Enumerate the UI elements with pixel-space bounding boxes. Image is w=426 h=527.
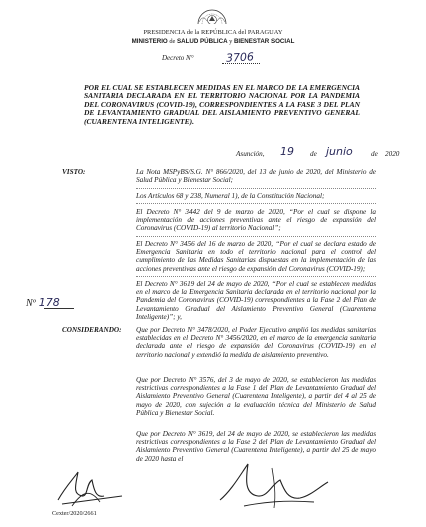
decreto-label: Decreto N° [162, 54, 194, 62]
decreto-number: 3706 [225, 50, 255, 65]
visto-paragraph-5: El Decreto N° 3619 del 24 de mayo de 2020, “Por el cual se establecen medidas en el marco de la Emergencia Sanitaria declarada en el territorio nacional por la Pandemia del Coronavirus (COVID-19) correspondientes a la Fase 2 del Plan de Levantamiento Gradual del Aislamiento Preventivo General (Cuarentena Inteligente)”; y, [136, 280, 376, 321]
date-month: junio [326, 145, 353, 158]
considerando-paragraph-2: Que por Decreto N° 3576, del 3 de mayo de 2020, se establecieron las medidas restrictivas correspondientes a la Fase 1 del Plan de Levantamiento Gradual del Aislamiento Preventivo General (Cuarentena Inteligente), a partir del 4 al 25 de mayo de 2020, con sujeción a la evaluación técnica del Ministerio de Salud Pública y Bienestar Social. [136, 376, 376, 417]
separator [136, 236, 376, 237]
date-city: Asunción, [236, 150, 265, 158]
initials-signature-icon [52, 466, 132, 508]
separator [136, 203, 376, 204]
header-ministry: MINISTERIO de SALUD PÚBLICA y BIENESTAR SOCIAL [131, 38, 295, 45]
visto-paragraph-2: Los Artículos 68 y 238, Numeral 1), de la Constitución Nacional; [136, 192, 325, 200]
visto-paragraph-1: La Nota MSPyBS/S.G. N° 866/2020, del 13 de junio de 2020, del Ministerio de Salud Pública y Bienestar Social; [136, 168, 376, 185]
considerando-label: CONSIDERANDO: [62, 326, 122, 334]
considerando-paragraph-1: Que por Decreto N° 3478/2020, el Poder Ejecutivo amplió las medidas sanitarias establecidas en el Decreto N° 3456/2020, en el marco de la emergencia sanitaria declarada ante el riesgo de expansión del Coronavirus (COVID-19) en el territorio nacional y extendió la medida de aislamiento preventivo. [136, 326, 376, 359]
date-de2: de [371, 150, 378, 158]
separator [136, 188, 376, 189]
document-title: POR EL CUAL SE ESTABLECEN MEDIDAS EN EL MARCO DE LA EMERGENCIA SANITARIA DECLARADA EN EL TERRITORIO NACIONAL POR LA PANDEMIA DEL CORONAVIRUS (COVID-19), CORRESPONDIENTES A LA FASE 3 DEL PLAN DE LEVANTAMIENTO GRADUAL DEL AISLAMIENTO PREVENTIVO GENERAL (CUARENTENA INTELIGENTE). [84, 83, 360, 126]
main-signature-icon [214, 460, 334, 510]
reference-code: Cexter/2020/2661 [52, 510, 97, 517]
date-day: 19 [280, 145, 294, 158]
considerando-paragraph-3: Que por Decreto N° 3619, del 24 de mayo de 2020, se establecieron las medidas restrictivas correspondientes a la Fase 2 del Plan de Levantamiento Gradual del Aislamiento Preventivo General (Cuarentena Inteligente), a partir del 25 de mayo de 2020 hasta el [136, 430, 376, 463]
margin-number: Nº 178 [26, 296, 60, 309]
visto-paragraph-3: El Decreto N° 3442 del 9 de marzo de 2020, “Por el cual se dispone la implementación de acciones preventivas ante el riesgo de expansión del Coronavirus (COVID-19) al territorio Nacional”; [136, 208, 376, 233]
separator [136, 276, 376, 277]
national-seal-icon [195, 0, 229, 24]
date-year: 2020 [385, 150, 400, 158]
decreto-underline [222, 63, 260, 64]
visto-paragraph-4: El Decreto N° 3456 del 16 de marzo de 2020, “Por el cual se declara estado de Emergencia Sanitaria en todo el territorio nacional para el control del cumplimiento de las Medidas Sanitarias dispuestas en la implementación de las acciones preventivas ante el riesgo de expansión del Coronavirus (COVID-19); [136, 240, 376, 273]
visto-label: VISTO: [62, 168, 86, 176]
date-de1: de [310, 150, 317, 158]
header-presidency: PRESIDENCIA de la REPÚBLICA del PARAGUAY [143, 29, 283, 36]
